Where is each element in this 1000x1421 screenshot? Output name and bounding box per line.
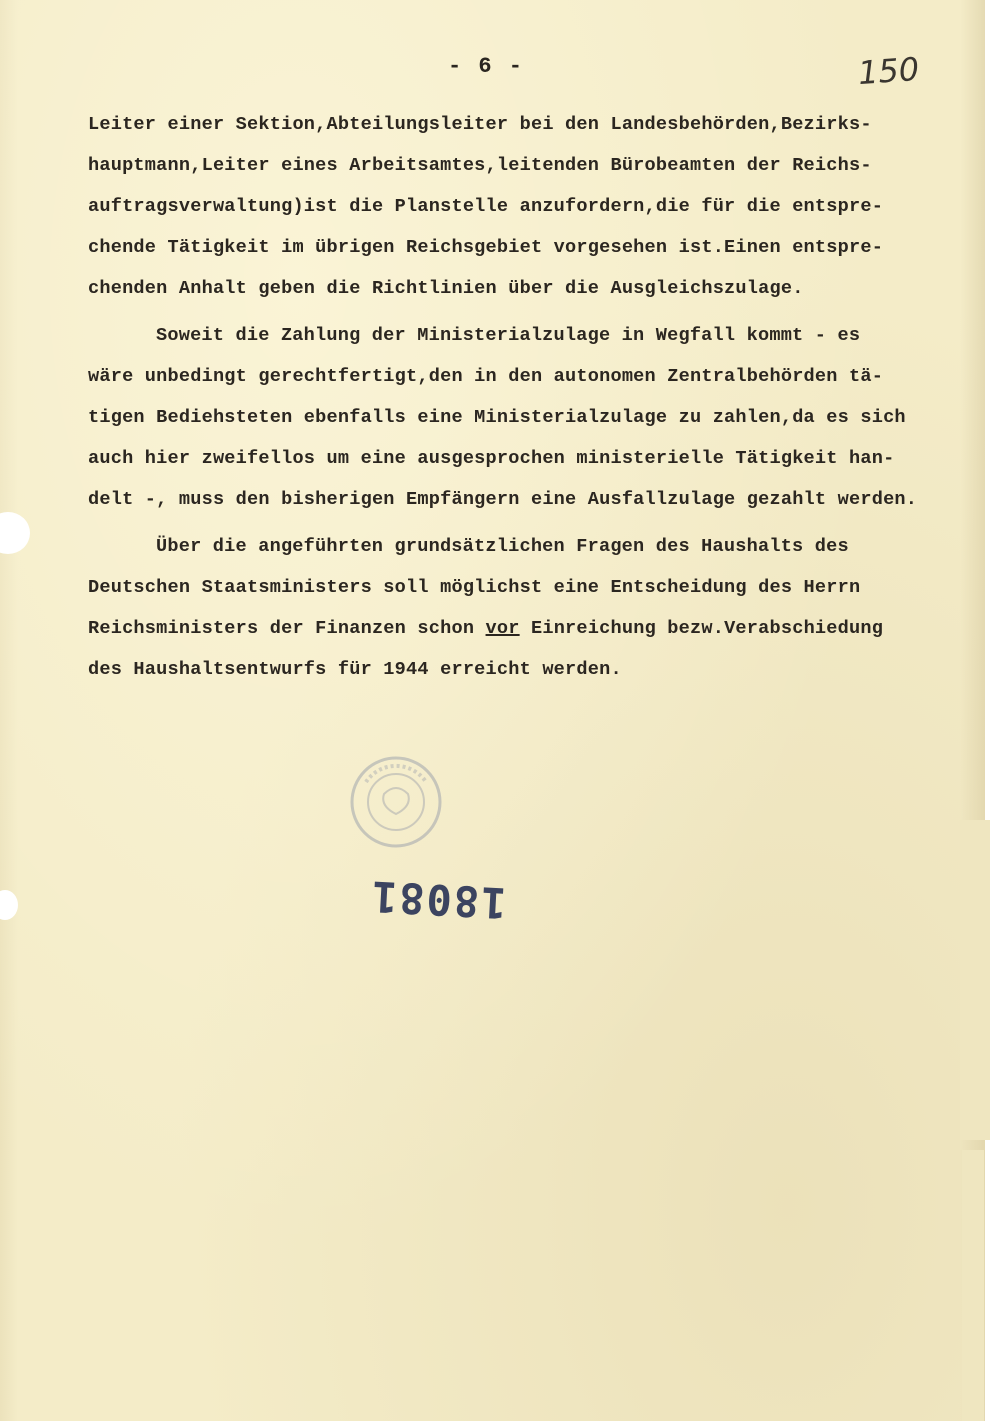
folio-number: 150 [856, 49, 921, 93]
underlined-word: vor [485, 618, 520, 639]
text-line: wäre unbedingt gerechtfertigt,den in den autonomen Zentralbehörden tä- [88, 366, 884, 387]
text-line: chenden Anhalt geben die Richtlinien über die Ausgleichszulage. [88, 278, 804, 299]
archive-number-stamp: 18081 [368, 871, 508, 928]
paper-edge [962, 1150, 984, 1421]
text-line: Über die angeführten grundsätzlichen Fragen des Haushalts des [156, 536, 849, 557]
punch-hole [0, 512, 30, 554]
text-segment: Einreichung bezw.Verabschiedung [519, 618, 884, 639]
text-line: Soweit die Zahlung der Ministerialzulage in Wegfall kommt - es [156, 325, 861, 346]
archive-stamp [346, 752, 446, 852]
paper-edge [960, 820, 990, 1140]
text-line: tigen Bediehsteten ebenfalls eine Ministerialzulage zu zahlen,da es sich [88, 407, 906, 428]
text-line: hauptmann,Leiter eines Arbeitsamtes,leitenden Bürobeamten der Reichs- [88, 155, 872, 176]
text-line: des Haushaltsentwurfs für 1944 erreicht werden. [88, 659, 622, 680]
text-segment: Reichsministers der Finanzen schon [88, 618, 486, 639]
text-line: auch hier zweifellos um eine ausgesprochen ministerielle Tätigkeit han- [88, 448, 895, 469]
text-line [88, 608, 968, 649]
punch-hole [0, 890, 18, 920]
page-number: - 6 - [448, 54, 525, 79]
text-line: chende Tätigkeit im übrigen Reichsgebiet vorgesehen ist.Einen entspre- [88, 237, 884, 258]
text-line: delt -, muss den bisherigen Empfängern eine Ausfallzulage gezahlt werden. [88, 489, 918, 510]
document-body [88, 104, 968, 690]
text-line: Leiter einer Sektion,Abteilungsleiter bei den Landesbehörden,Bezirks- [88, 114, 872, 135]
text-line: auftragsverwaltung)ist die Planstelle anzufordern,die für die entspre- [88, 196, 884, 217]
text-line: Deutschen Staatsministers soll möglichst eine Entscheidung des Herrn [88, 577, 861, 598]
